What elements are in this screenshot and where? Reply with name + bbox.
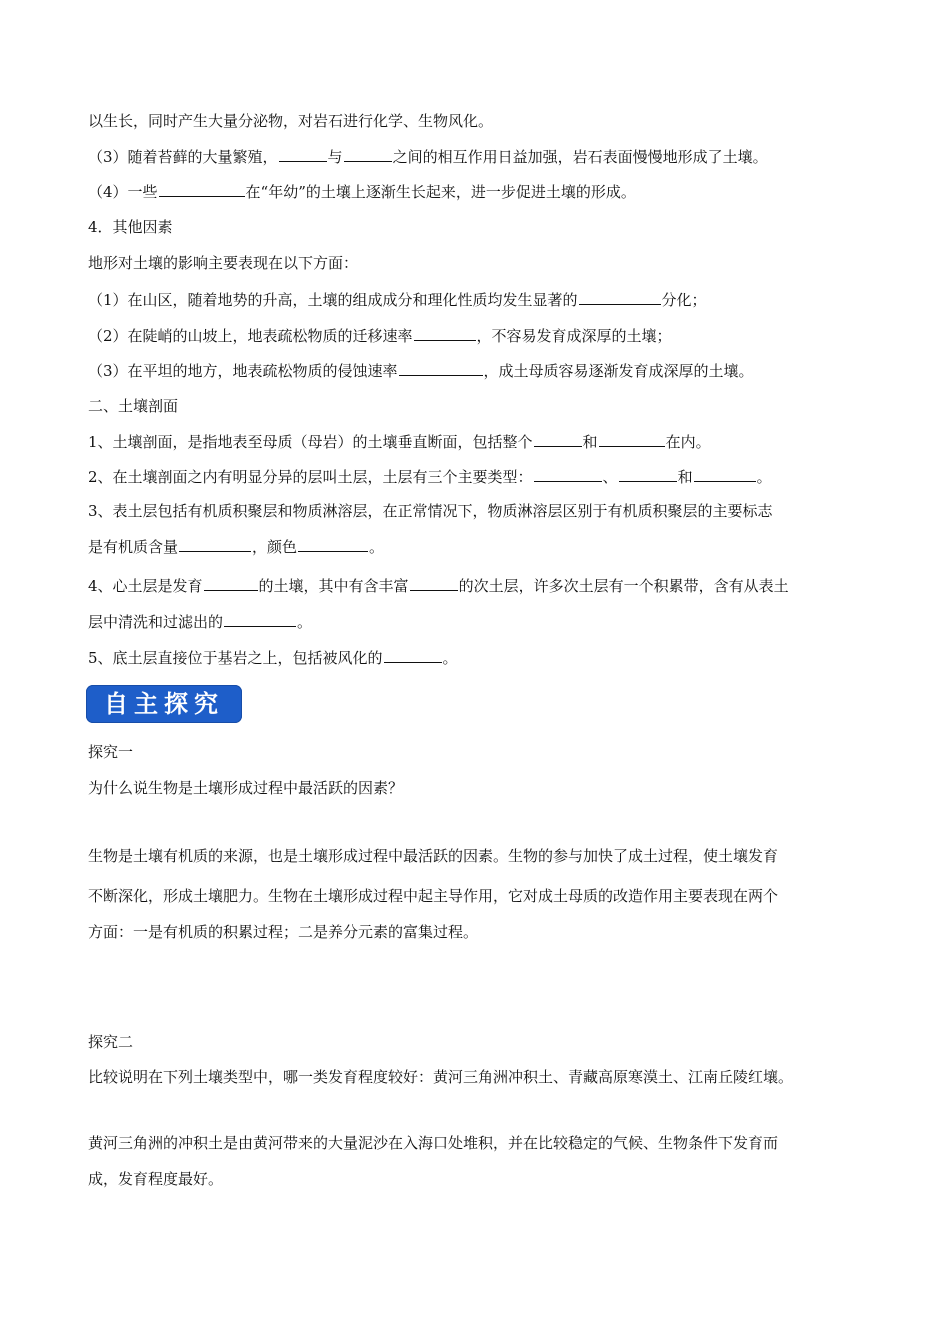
text-segment: 5、底土层直接位于基岩之上，包括被风化的: [88, 649, 383, 667]
text-line: [88, 742, 133, 762]
text-segment: 3、表土层包括有机质积聚层和物质淋溶层，在正常情况下，物质淋溶层区别于有机质积聚层的主要标志: [88, 502, 773, 520]
text-segment: 2、在土壤剖面之内有明显分异的层叫土层，土层有三个主要类型：: [88, 468, 533, 486]
text-segment: 生物是土壤有机质的来源，也是土壤形成过程中最活跃的因素。生物的参与加快了成土过程，使土壤发育: [88, 847, 779, 865]
text-segment: 的土壤，其中有含丰富: [258, 577, 409, 595]
text-segment: 。: [756, 468, 772, 486]
text-segment: 、: [602, 468, 618, 486]
text-line: [88, 922, 478, 942]
text-segment: 在内。: [665, 433, 711, 451]
text-segment: 的次土层，许多次土层有一个积累带，含有从表土: [458, 577, 789, 595]
text-line: [88, 1133, 778, 1153]
text-line: [88, 289, 707, 310]
text-segment: 为什么说生物是土壤形成过程中最活跃的因素？: [88, 779, 404, 797]
fill-blank: [414, 325, 476, 341]
text-segment: 之间的相互作用日益加强，岩石表面慢慢地形成了土壤。: [392, 148, 768, 166]
fill-blank: [534, 431, 582, 447]
text-segment: 4．其他因素: [88, 218, 173, 236]
text-line: [88, 181, 636, 202]
text-line: [88, 111, 493, 131]
text-segment: 。: [369, 538, 385, 556]
text-line: [88, 217, 173, 237]
fill-blank: [694, 466, 756, 482]
text-line: [88, 886, 778, 906]
fill-blank: [179, 536, 251, 552]
text-segment: 不断深化，形成土壤肥力。生物在土壤形成过程中起主导作用，它对成土母质的改造作用主要表现在两个: [88, 887, 779, 905]
text-line: [88, 360, 754, 381]
fill-blank: [384, 647, 442, 663]
text-line: [88, 778, 403, 798]
fill-blank: [534, 466, 602, 482]
fill-blank: [279, 146, 327, 162]
text-segment: （4）一些: [88, 183, 158, 201]
text-line: [88, 536, 384, 557]
text-line: [88, 1032, 133, 1052]
fill-blank: [298, 536, 368, 552]
text-segment: 地形对土壤的影响主要表现在以下方面：: [88, 254, 359, 272]
text-line: [88, 396, 178, 416]
text-segment: 成，发育程度最好。: [88, 1170, 224, 1188]
text-segment: （1）在山区，随着地势的升高，土壤的组成成分和理化性质均发生显著的: [88, 291, 578, 309]
fill-blank: [579, 289, 661, 305]
text-segment: 。: [297, 613, 313, 631]
text-line: [88, 325, 672, 346]
text-segment: ，成土母质容易逐渐发育成深厚的土壤。: [483, 362, 754, 380]
text-segment: 以生长，同时产生大量分泌物，对岩石进行化学、生物风化。: [88, 112, 494, 130]
text-line: [88, 466, 772, 487]
fill-blank: [159, 181, 245, 197]
text-segment: 是有机质含量: [88, 538, 179, 556]
fill-blank: [224, 611, 296, 627]
text-line: [88, 146, 768, 167]
fill-blank: [399, 360, 483, 376]
text-segment: 。: [442, 649, 458, 667]
text-segment: 和: [582, 433, 598, 451]
text-segment: （3）随着苔藓的大量繁殖，: [88, 148, 278, 166]
text-segment: 探究一: [88, 743, 134, 761]
text-segment: 4、心土层是发育: [88, 577, 203, 595]
text-line: [88, 1067, 793, 1087]
text-segment: 在“年幼”的土壤上逐渐生长起来，进一步促进土壤的形成。: [245, 183, 636, 201]
fill-blank: [599, 431, 665, 447]
text-segment: 1、土壤剖面，是指地表至母质（母岩）的土壤垂直断面，包括整个: [88, 433, 533, 451]
text-segment: 二、土壤剖面: [88, 397, 179, 415]
text-line: [88, 253, 358, 273]
text-segment: 比较说明在下列土壤类型中，哪一类发育程度较好：黄河三角洲冲积土、青藏高原寒漠土、江南丘陵红壤。: [88, 1068, 794, 1086]
text-segment: 和: [677, 468, 693, 486]
text-segment: （2）在陡峭的山坡上，地表疏松物质的迁移速率: [88, 327, 413, 345]
text-line: [88, 1169, 223, 1189]
text-line: [88, 611, 312, 632]
fill-blank: [344, 146, 392, 162]
fill-blank: [619, 466, 677, 482]
text-line: [88, 431, 711, 452]
text-segment: 层中清洗和过滤出的: [88, 613, 224, 631]
text-segment: ，不容易发育成深厚的土壤；: [476, 327, 672, 345]
text-line: [88, 575, 789, 596]
fill-blank: [410, 575, 458, 591]
text-line: [88, 647, 458, 668]
text-segment: ，颜色: [252, 538, 298, 556]
section-badge: 自主探究: [86, 685, 242, 723]
text-line: [88, 846, 778, 866]
text-segment: 探究二: [88, 1033, 134, 1051]
text-segment: 与: [327, 148, 343, 166]
text-segment: 方面：一是有机质的积累过程；二是养分元素的富集过程。: [88, 923, 479, 941]
text-line: [88, 501, 773, 521]
text-segment: 分化；: [661, 291, 707, 309]
fill-blank: [204, 575, 258, 591]
text-segment: 黄河三角洲的冲积土是由黄河带来的大量泥沙在入海口处堆积，并在比较稳定的气候、生物条件下发育而: [88, 1134, 779, 1152]
text-segment: （3）在平坦的地方，地表疏松物质的侵蚀速率: [88, 362, 398, 380]
